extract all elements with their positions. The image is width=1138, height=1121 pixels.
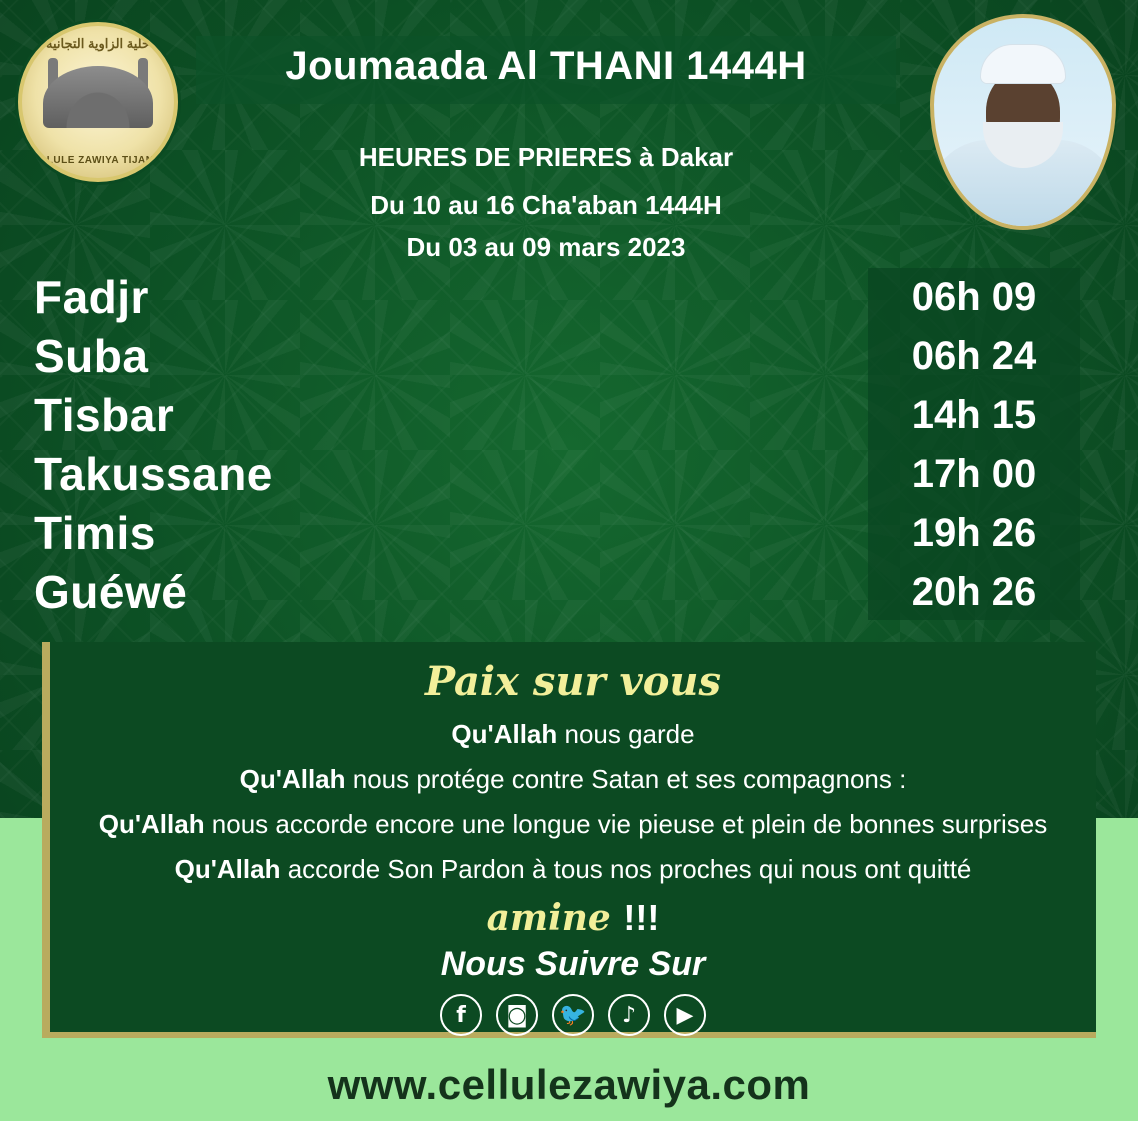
page-title: Joumaada Al THANI 1444H <box>285 44 807 88</box>
duaa-line-lead: Qu'Allah <box>239 764 346 794</box>
subtitle-hijri-range: Du 10 au 16 Cha'aban 1444H <box>370 190 722 220</box>
amine-word: amine <box>486 897 611 939</box>
amine-text <box>50 897 1096 939</box>
facebook-icon[interactable]: f <box>440 994 482 1036</box>
twitter-icon[interactable]: 🐦 <box>552 994 594 1036</box>
prayer-name: Timis <box>34 507 156 559</box>
youtube-icon[interactable]: ▶ <box>664 994 706 1036</box>
prayer-time: 20h 26 <box>911 570 1037 614</box>
organization-logo <box>18 22 178 182</box>
duaa-line-rest: nous protége contre Satan et ses compagnons : <box>345 764 907 794</box>
prayer-time: 06h 09 <box>911 275 1037 319</box>
duaa-line <box>50 809 1096 840</box>
follow-us-label: Nous Suivre Sur <box>440 945 706 983</box>
duaa-line <box>50 854 1096 885</box>
prayer-name: Takussane <box>34 448 273 500</box>
duaa-line-rest: nous accorde encore une longue vie pieuse et plein de bonnes surprises <box>204 809 1048 839</box>
mosque-icon <box>43 66 153 128</box>
tiktok-icon[interactable]: ♪ <box>608 994 650 1036</box>
duaa-title: Paix sur vous <box>424 658 721 705</box>
prayer-name: Tisbar <box>34 389 175 441</box>
duaa-panel <box>42 642 1096 1038</box>
prayer-time: 06h 24 <box>911 334 1037 378</box>
prayer-time-list <box>868 268 1080 622</box>
subtitle-gregorian-range: Du 03 au 09 mars 2023 <box>406 232 686 262</box>
duaa-line <box>50 764 1096 795</box>
prayer-time: 19h 26 <box>911 511 1037 555</box>
logo-arabic-text: خلية الزاوية التجانية <box>45 36 151 51</box>
duaa-line <box>50 719 1096 750</box>
duaa-line-lead: Qu'Allah <box>98 809 205 839</box>
prayer-name-list <box>34 268 554 622</box>
prayer-name: Suba <box>34 330 149 382</box>
logo-caption: CELLULE ZAWIYA TIJANIYA <box>25 155 171 166</box>
prayer-name: Guéwé <box>34 566 188 618</box>
social-links <box>50 994 1096 1036</box>
portrait-cap <box>980 44 1066 84</box>
duaa-line-lead: Qu'Allah <box>451 719 558 749</box>
instagram-icon[interactable]: ◙ <box>496 994 538 1036</box>
subtitle-location: HEURES DE PRIERES à Dakar <box>358 142 734 172</box>
prayer-name: Fadjr <box>34 271 149 323</box>
duaa-line-lead: Qu'Allah <box>174 854 281 884</box>
duaa-line-rest: nous garde <box>557 719 695 749</box>
website-url[interactable]: www.cellulezawiya.com <box>327 1061 811 1108</box>
portrait-photo <box>930 14 1116 230</box>
duaa-line-rest: accorde Son Pardon à tous nos proches qui nous ont quitté <box>280 854 972 884</box>
amine-marks: !!! <box>623 897 660 938</box>
prayer-time: 14h 15 <box>911 393 1037 437</box>
prayer-time: 17h 00 <box>911 452 1037 496</box>
